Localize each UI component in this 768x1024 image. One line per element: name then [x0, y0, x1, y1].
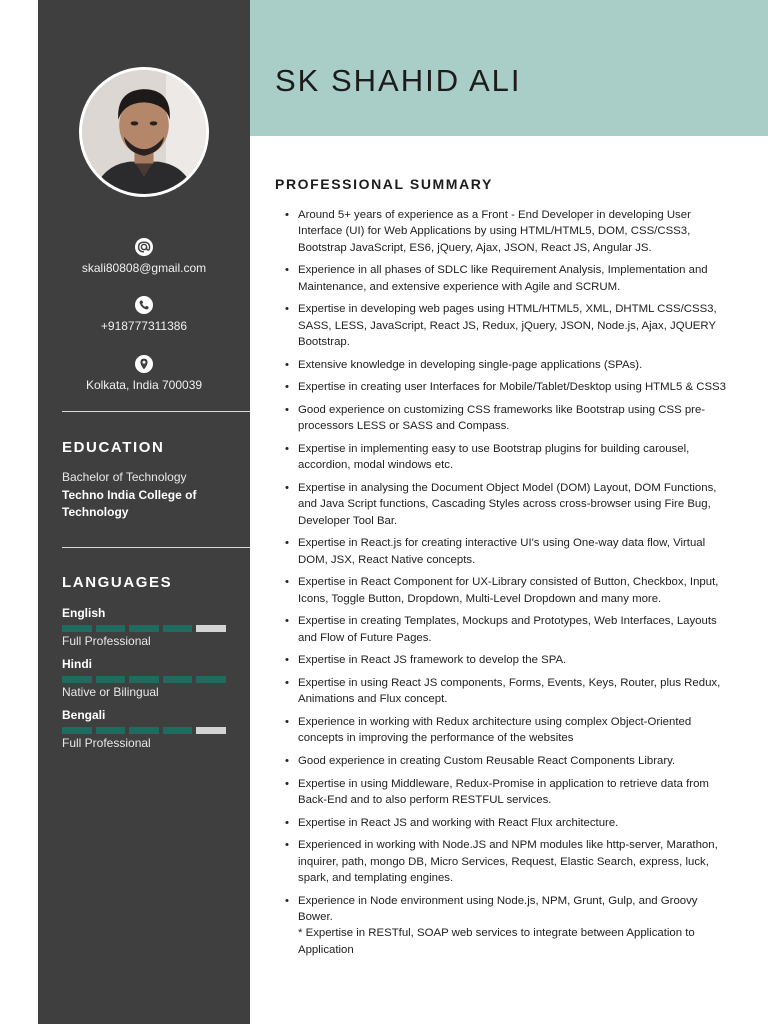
- divider: [62, 411, 250, 412]
- summary-item: [285, 441, 735, 474]
- summary-item-text: Expertise in using React JS components, Forms, Events, Keys, Router, plus Redux, Animations and Flux concept.: [298, 677, 721, 706]
- divider: [62, 547, 250, 548]
- rating-segment-filled: [129, 676, 159, 683]
- language-rating-bar: [62, 727, 232, 734]
- summary-item-text: Expertise in developing web pages using HTML/HTML5, XML, DHTML CSS/CSS3, SASS, LESS, JavaScript, React JS, Redux, jQuery, JSON, Node.js, Ajax, JQUERY Bootstrap.: [298, 303, 717, 349]
- language-item-hindi: [62, 657, 232, 699]
- rating-segment-filled: [96, 625, 126, 632]
- contact-phone: [38, 296, 250, 333]
- summary-item-text: Expertise in analysing the Document Object Model (DOM) Layout, DOM Functions, and Java Script functions, Cascading Styles across cross-browser using Fire Bug, Developer Tool Bar.: [298, 482, 717, 527]
- phone-text[interactable]: +918777311386: [100, 319, 188, 333]
- summary-heading: PROFESSIONAL SUMMARY: [275, 176, 493, 192]
- email-text[interactable]: skali80808@gmail.com: [81, 261, 207, 275]
- summary-item: [285, 357, 735, 373]
- language-level: Native or Bilingual: [62, 685, 159, 699]
- summary-item-text: Good experience in creating Custom Reusable React Components Library.: [298, 755, 676, 767]
- summary-list: [285, 207, 735, 964]
- rating-segment-filled: [62, 727, 92, 734]
- summary-item: [285, 207, 735, 256]
- summary-item: [285, 714, 735, 747]
- language-level: Full Professional: [62, 634, 151, 648]
- summary-item: [285, 262, 735, 295]
- rating-segment-filled: [129, 727, 159, 734]
- summary-item: [285, 776, 735, 809]
- rating-segment-filled: [96, 676, 126, 683]
- candidate-name: SK SHAHID ALI: [275, 63, 522, 98]
- rating-segment-filled: [129, 625, 159, 632]
- summary-item-text: Expertise in creating user Interfaces for Mobile/Tablet/Desktop using HTML5 & CSS3: [298, 381, 726, 394]
- language-name: Hindi: [62, 657, 92, 671]
- summary-item-text: Experience in Node environment using Node.js, NPM, Grunt, Gulp, and Groovy Bower.: [298, 894, 698, 923]
- education-heading: EDUCATION: [62, 439, 165, 456]
- summary-item-text: Experienced in working with Node.JS and NPM modules like http-server, Marathon, inquirer, path, mongo DB, Micro Services, Request, Elastic Search, express, luck, spark, and templating engines.: [298, 839, 718, 884]
- rating-segment-filled: [163, 727, 193, 734]
- rating-segment-filled: [62, 625, 92, 632]
- language-rating-bar: [62, 676, 232, 683]
- sidebar: [38, 0, 250, 1024]
- summary-item: [285, 301, 735, 350]
- map-pin-icon: [135, 355, 153, 373]
- language-rating-bar: [62, 625, 232, 632]
- summary-item: [285, 675, 735, 708]
- languages-heading: LANGUAGES: [62, 574, 173, 591]
- contact-email: [38, 238, 250, 275]
- summary-item-text: Expertise in React Component for UX-Library consisted of Button, Checkbox, Input, Icons, Toggle Button, Dropdown, Multi-Level Dropdown and many more.: [298, 576, 719, 605]
- location-text: Kolkata, India 700039: [85, 378, 203, 392]
- rating-segment-filled: [96, 727, 126, 734]
- language-item-english: [62, 606, 232, 648]
- summary-item: [285, 379, 735, 395]
- summary-item-text: Expertise in React.js for creating interactive UI's using One-way data flow, Virtual DOM, JSX, React Native concepts.: [298, 537, 706, 566]
- summary-item: [285, 574, 735, 607]
- rating-segment-filled: [163, 676, 193, 683]
- rating-segment-filled: [62, 676, 92, 683]
- summary-item: [285, 893, 735, 959]
- summary-item-text: Expertise in React JS and working with React Flux architecture.: [298, 816, 619, 829]
- education-degree: Bachelor of Technology: [62, 470, 187, 484]
- summary-item: [285, 613, 735, 646]
- rating-segment-empty: [196, 625, 226, 632]
- summary-item: [285, 402, 735, 435]
- language-name: English: [62, 606, 106, 620]
- summary-item-text: Expertise in creating Templates, Mockups and Prototypes, Web Interfaces, Layouts and Flow of Future Pages.: [298, 615, 717, 644]
- summary-item: [285, 815, 735, 831]
- summary-item: [285, 753, 735, 769]
- summary-item-text: Good experience on customizing CSS frameworks like Bootstrap using CSS pre-processors LESS or SASS and Compass.: [298, 404, 706, 433]
- profile-photo: [79, 67, 209, 197]
- summary-item-text: Experience in all phases of SDLC like Requirement Analysis, Implementation and Maintenance, and extensive experience with Agile and SCRUM.: [298, 264, 708, 293]
- summary-item-extra: * Expertise in RESTful, SOAP web services to integrate between Application to Application: [298, 927, 695, 956]
- rating-segment-filled: [163, 625, 193, 632]
- summary-item-text: Expertise in using Middleware, Redux-Promise in application to retrieve data from Back-End and to also perform RESTFUL services.: [298, 777, 709, 806]
- education-school: Techno India College of Technology: [62, 488, 197, 519]
- summary-item: [285, 837, 735, 886]
- summary-item-text: Extensive knowledge in developing single-page applications (SPAs).: [298, 358, 643, 371]
- summary-item: [285, 535, 735, 568]
- summary-item: [285, 480, 735, 529]
- summary-item: [285, 652, 735, 668]
- language-item-bengali: [62, 708, 232, 750]
- profile-photo-illustration: [82, 70, 206, 194]
- summary-item-text: Expertise in React JS framework to develop the SPA.: [298, 654, 567, 667]
- contact-location: [38, 355, 250, 392]
- summary-item-text: Expertise in implementing easy to use Bootstrap plugins for building carousel, accordion, modal windows etc.: [298, 443, 690, 472]
- language-name: Bengali: [62, 708, 106, 722]
- summary-item-text: Experience in working with Redux architecture using complex Object-Oriented concepts in improving the performance of the websites: [298, 716, 692, 745]
- language-level: Full Professional: [62, 736, 151, 750]
- summary-item-text: Around 5+ years of experience as a Front - End Developer in developing User Interface (UI) for Web Applications by using HTML/HTML5, DOM, CSS/CSS3, Bootstrap JavaScript, ES6, jQuery, Ajax, JSON, React JS, Angular JS.: [298, 209, 691, 254]
- at-icon: [135, 238, 153, 256]
- rating-segment-filled: [196, 676, 226, 683]
- phone-icon: [135, 296, 153, 314]
- rating-segment-empty: [196, 727, 226, 734]
